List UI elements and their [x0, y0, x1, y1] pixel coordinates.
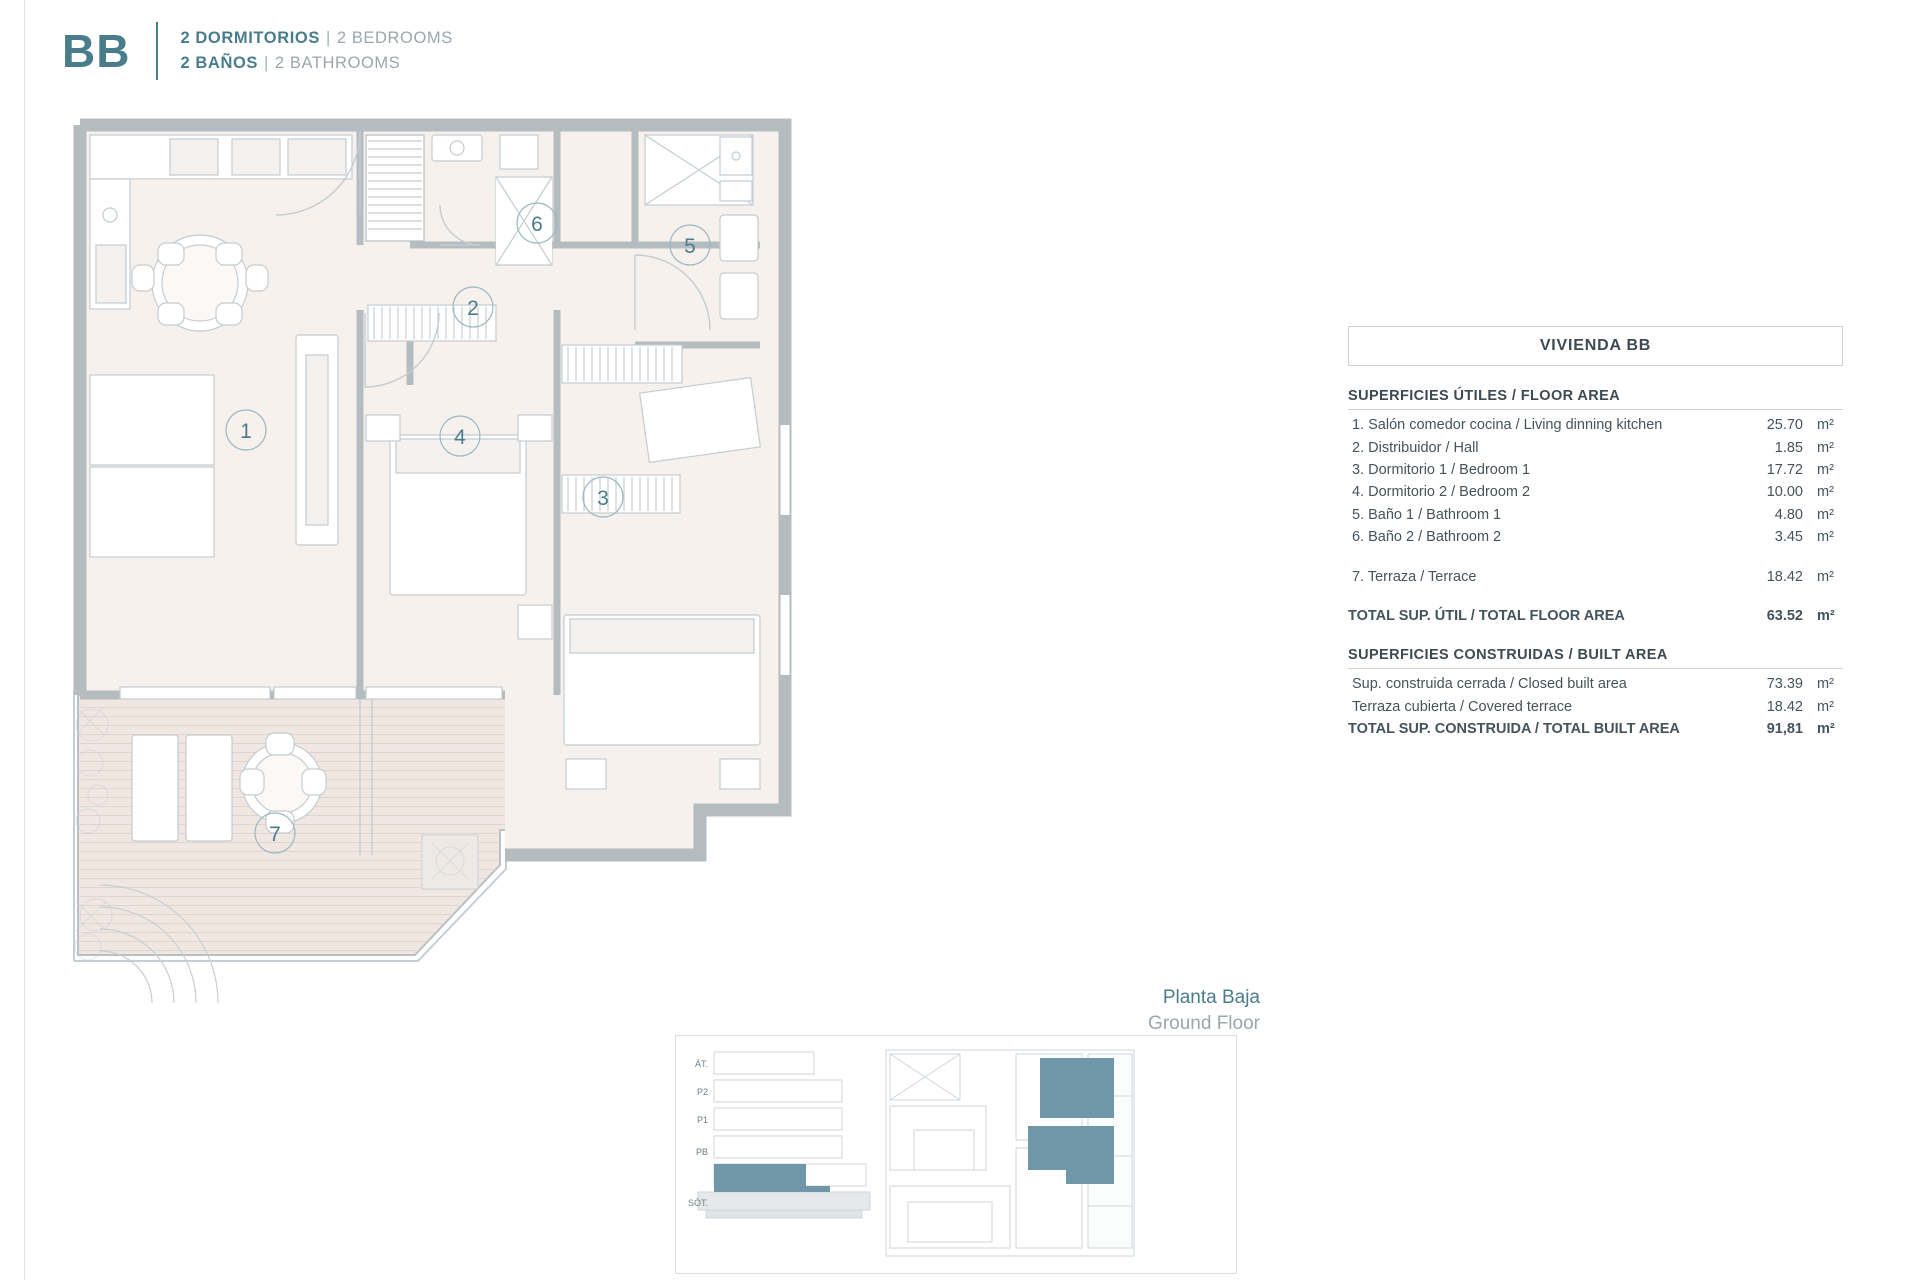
- row-value: 17.72: [1766, 461, 1803, 478]
- row-unit: m²: [1817, 417, 1834, 434]
- total-floor-area-row: [1348, 605, 1843, 627]
- row-unit: m²: [1817, 698, 1834, 715]
- sliding-glazing: [120, 687, 502, 699]
- row-label: 3. Dormitorio 1 / Bedroom 1: [1352, 461, 1531, 478]
- level-label-sot: SÓT.: [687, 1198, 708, 1208]
- row-unit: m²: [1817, 607, 1835, 624]
- unit-header: [62, 22, 453, 80]
- key-plan-panel: [675, 1035, 1237, 1274]
- row-label: 6. Baño 2 / Bathroom 2: [1352, 529, 1502, 546]
- bedrooms-en: 2 BEDROOMS: [336, 29, 453, 47]
- row-label: 7. Terraza / Terrace: [1352, 569, 1477, 586]
- left-edge-rule: [24, 0, 25, 1280]
- row-value: 91,81: [1766, 720, 1803, 737]
- table-row: [1348, 414, 1843, 436]
- wardrobe-hall: [366, 135, 424, 241]
- room-number-6: 6: [531, 213, 543, 236]
- row-value: 1.85: [1774, 439, 1803, 456]
- table-row-terrace: [1348, 566, 1843, 588]
- room-number-2: 2: [467, 297, 479, 320]
- table-row: [1348, 481, 1843, 503]
- row-value: 73.39: [1766, 676, 1803, 693]
- row-value: 63.52: [1766, 607, 1803, 624]
- row-value: 4.80: [1774, 506, 1803, 523]
- floor-caption-es: Planta Baja: [1162, 987, 1260, 1008]
- panel-title: VIVIENDA BB: [1348, 326, 1843, 366]
- floor-caption-en: Ground Floor: [1148, 1012, 1260, 1034]
- row-label: 2. Distribuidor / Hall: [1352, 439, 1479, 456]
- level-label-p1: P1: [696, 1115, 708, 1125]
- level-label-at: ÁT.: [694, 1059, 708, 1069]
- header-divider: [156, 22, 158, 80]
- bedrooms-es: 2 DORMITORIOS: [180, 29, 320, 47]
- row-value: 25.70: [1766, 417, 1803, 434]
- row-value: 3.45: [1774, 529, 1803, 546]
- row-value: 18.42: [1766, 698, 1803, 715]
- row-label: Sup. construida cerrada / Closed built area: [1352, 676, 1627, 693]
- floor-area-rows: [1348, 414, 1843, 627]
- room-number-7: 7: [269, 823, 281, 846]
- row-label: Terraza cubierta / Covered terrace: [1352, 698, 1573, 715]
- row-unit: m²: [1817, 484, 1834, 501]
- area-schedule-panel: [1348, 326, 1843, 740]
- room-number-3: 3: [597, 487, 609, 510]
- row-unit: m²: [1817, 529, 1834, 546]
- table-row: [1348, 436, 1843, 458]
- room-number-4: 4: [454, 426, 466, 449]
- row-label: 5. Baño 1 / Bathroom 1: [1352, 506, 1502, 523]
- floor-plan-drawing: [60, 95, 1060, 1075]
- table-row: [1348, 526, 1843, 548]
- bedrooms-separator: |: [325, 29, 331, 47]
- bathrooms-line: [180, 54, 452, 73]
- row-unit: m²: [1817, 720, 1835, 737]
- row-unit: m²: [1817, 439, 1834, 456]
- room-number-5: 5: [684, 235, 696, 258]
- table-row: [1348, 673, 1843, 695]
- row-unit: m²: [1817, 506, 1834, 523]
- unit-code: BB: [62, 25, 131, 77]
- floor-caption: [1060, 985, 1260, 1036]
- row-value: 10.00: [1766, 484, 1803, 501]
- row-unit: m²: [1817, 461, 1834, 478]
- bathrooms-es: 2 BAÑOS: [180, 54, 259, 72]
- level-label-p2: P2: [696, 1087, 708, 1097]
- row-label: 4. Dormitorio 2 / Bedroom 2: [1352, 484, 1531, 501]
- row-value: 18.42: [1766, 569, 1803, 586]
- row-unit: m²: [1817, 569, 1834, 586]
- header-text-lines: [180, 29, 452, 73]
- table-row: [1348, 504, 1843, 526]
- table-row: [1348, 459, 1843, 481]
- row-unit: m²: [1817, 676, 1834, 693]
- bedrooms-line: [180, 29, 452, 48]
- level-label-pb: PB: [695, 1147, 708, 1157]
- terrace-planter: [422, 835, 478, 889]
- section-floor-area-heading: SUPERFICIES ÚTILES / FLOOR AREA: [1348, 388, 1843, 410]
- total-built-area-row: [1348, 718, 1843, 740]
- room-number-1: 1: [240, 420, 252, 443]
- table-row: [1348, 695, 1843, 717]
- row-label: 1. Salón comedor cocina / Living dinning kitchen: [1352, 417, 1663, 434]
- bathrooms-en: 2 BATHROOMS: [274, 54, 401, 72]
- section-built-area-heading: SUPERFICIES CONSTRUIDAS / BUILT AREA: [1348, 647, 1843, 669]
- built-area-rows: [1348, 673, 1843, 740]
- bathrooms-separator: |: [264, 54, 269, 72]
- row-label: TOTAL SUP. ÚTIL / TOTAL FLOOR AREA: [1348, 607, 1625, 624]
- row-label: TOTAL SUP. CONSTRUIDA / TOTAL BUILT AREA: [1348, 720, 1680, 737]
